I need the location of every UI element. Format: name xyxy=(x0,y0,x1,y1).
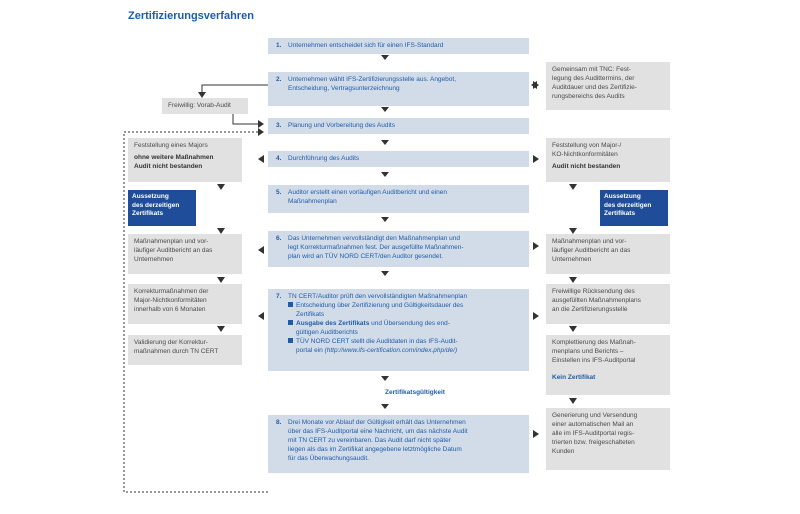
no-certificate-label: Kein Zertifikat xyxy=(552,374,596,381)
step-6-line2: legt Korrekturmaßnahmen fest. Der ausgefüllte Maßnahmen- xyxy=(288,244,464,251)
step-6-line1: Das Unternehmen vervollständigt den Maßnahmenplan und xyxy=(288,235,460,242)
arrow-down-center-3 xyxy=(381,140,389,145)
left-major-box: Feststellung eines Majors ohne weitere Maßnahmen Audit nicht bestanden xyxy=(128,138,242,182)
step-1-text: Unternehmen entscheidet sich für einen IFS-Standard xyxy=(288,42,444,49)
right-mail-box: Generierung und Versendung einer automatischen Mail an alle im IFS-Auditportal regis- trierten bzw. freigeschalteten Kunden xyxy=(546,408,670,470)
step-7-bullet-3: TÜV NORD CERT stellt die Auditdaten in das IFS-Audit- xyxy=(288,337,523,346)
vorab-audit-box: Freiwillig: Vorab-Audit xyxy=(162,98,248,114)
right-return-box: Freiwillige Rücksendung des ausgefüllten Maßnahmenplans an die Zertifizierungsstelle xyxy=(546,284,670,324)
step-3-text: Planung und Vorbereitung des Audits xyxy=(288,122,395,129)
right-ko-box: Feststellung von Major-/ KO-Nichtkonformitäten Audit nicht bestanden xyxy=(546,138,670,182)
arrow-down-center-2 xyxy=(381,107,389,112)
step-6: 6. Das Unternehmen vervollständigt den Maßnahmenplan und legt Korrekturmaßnahmen fest. Der ausgefüllte Maßnahmen- plan wird an TÜV NORD CERT/den Auditor gesendet. xyxy=(268,231,529,267)
bullet-square-icon xyxy=(288,338,293,343)
arrow-down-right-5 xyxy=(569,398,577,404)
arrow-down-center-8 xyxy=(381,404,389,409)
step-6-line3: plan wird an TÜV NORD CERT/den Auditor gesendet. xyxy=(288,253,444,260)
step-1: 1. Unternehmen entscheidet sich für einen IFS-Standard xyxy=(268,38,529,54)
arrow-left-step6 xyxy=(258,246,264,254)
arrow-down-center-4 xyxy=(381,172,389,177)
step-7-bullet-2: Ausgabe des Zertifikats und Übersendung des end- xyxy=(288,319,523,328)
step-2-line1: Unternehmen wählt IFS-Zertifizierungsstelle aus. Angebot, xyxy=(288,76,457,83)
step-4-text: Durchführung des Audits xyxy=(288,155,360,162)
bullet-square-icon xyxy=(288,320,293,325)
arrow-right-step4 xyxy=(533,155,539,163)
arrow-right-step6 xyxy=(533,242,539,250)
arrow-left-step4 xyxy=(258,155,264,163)
arrow-down-center-5 xyxy=(381,217,389,222)
step-4: 4. Durchführung des Audits xyxy=(268,151,529,167)
arrow-into-step3 xyxy=(258,120,264,128)
right-plan-box: Maßnahmenplan und vor- läufiger Auditbericht an das Unternehmen xyxy=(546,234,670,274)
ifs-portal-link[interactable]: (http://www.ifs-certification.com/index.php/de/) xyxy=(324,347,458,354)
arrow-down-left-1 xyxy=(217,184,225,190)
right-suspension-box: Aussetzung des derzeitigen Zertifikats xyxy=(600,190,668,226)
step-5: 5. Auditor erstellt einen vorläufigen Auditbericht und einen Maßnahmenplan xyxy=(268,185,529,213)
validity-label: Zertifikatsgültigkeit xyxy=(385,389,445,396)
right-complete-box: Komplettierung des Maßnah- menplans und Berichts – Einstellen ins IFS-Auditportal Kein Zertifikat xyxy=(546,335,670,395)
arrow-left-step7 xyxy=(258,312,264,320)
bullet-square-icon xyxy=(288,302,293,307)
arrow-down-center-6 xyxy=(381,271,389,276)
step-5-line1: Auditor erstellt einen vorläufigen Auditbericht und einen xyxy=(288,189,447,196)
arrow-down-left-4 xyxy=(217,326,225,332)
left-corrective-box: Korrekturmaßnahmen der Major-Nichtkonformitäten innerhalb von 6 Monaten xyxy=(128,284,242,324)
left-validation-box: Validierung der Korrektur- maßnahmen durch TN CERT xyxy=(128,335,242,365)
step-3: 3. Planung und Vorbereitung des Audits xyxy=(268,118,529,134)
step-5-line2: Maßnahmenplan xyxy=(288,198,337,205)
arrow-loop-into-step3 xyxy=(258,128,264,136)
step-7-bullet-1: Entscheidung über Zertifizierung und Gültigkeitsdauer des xyxy=(288,301,523,310)
step-8: 8. Drei Monate vor Ablauf der Gültigkeit erhält das Unternehmen über das IFS-Auditportal eine Nachricht, um das nächste Audit mit TN CERT zu vereinbaren. Das Audit darf nicht später liegen als das im Zertifikat angegebene letztmögliche Datum für das Überwachungsaudit. xyxy=(268,415,529,473)
arrow-down-center-7 xyxy=(381,376,389,381)
arrow-right-step7 xyxy=(533,312,539,320)
arrow-right-step8 xyxy=(533,430,539,438)
step-2: 2. Unternehmen wählt IFS-Zertifizierungsstelle aus. Angebot, Entscheidung, Vertragsunterzeichnung xyxy=(268,72,529,106)
arrow-down-right-1 xyxy=(569,184,577,190)
arrow-down-right-3 xyxy=(569,277,577,283)
arrow-down-left-3 xyxy=(217,277,225,283)
right-tnc-box: Gemeinsam mit TNC: Fest- legung des Audittermins, der Auditdauer und des Zertifizie- rungsbereichs des Audits xyxy=(546,62,670,110)
arrow-down-center-1 xyxy=(381,55,389,60)
left-plan-box: Maßnahmenplan und vor- läufiger Auditbericht an das Unternehmen xyxy=(128,234,242,274)
step-2-line2: Entscheidung, Vertragsunterzeichnung xyxy=(288,85,400,92)
step-7-line1: TN CERT/Auditor prüft den vervollständigten Maßnahmenplan xyxy=(288,293,468,300)
vorab-connector xyxy=(202,85,268,92)
arrow-down-right-4 xyxy=(569,326,577,332)
left-suspension-box: Aussetzung des derzeitigen Zertifikats xyxy=(128,190,196,226)
page-title: Zertifizierungsverfahren xyxy=(128,10,254,22)
step-7: 7. TN CERT/Auditor prüft den vervollständigten Maßnahmenplan Entscheidung über Zertifizierung und Gültigkeitsdauer des Zertifikats Ausgabe des Zertifikats und Übersendung des end- gültigen Auditberichts TÜV NORD CERT stellt die Auditdaten in das IFS-Audit- portal ein (http://www.ifs-certification.com/index.php/de/) xyxy=(268,289,529,371)
